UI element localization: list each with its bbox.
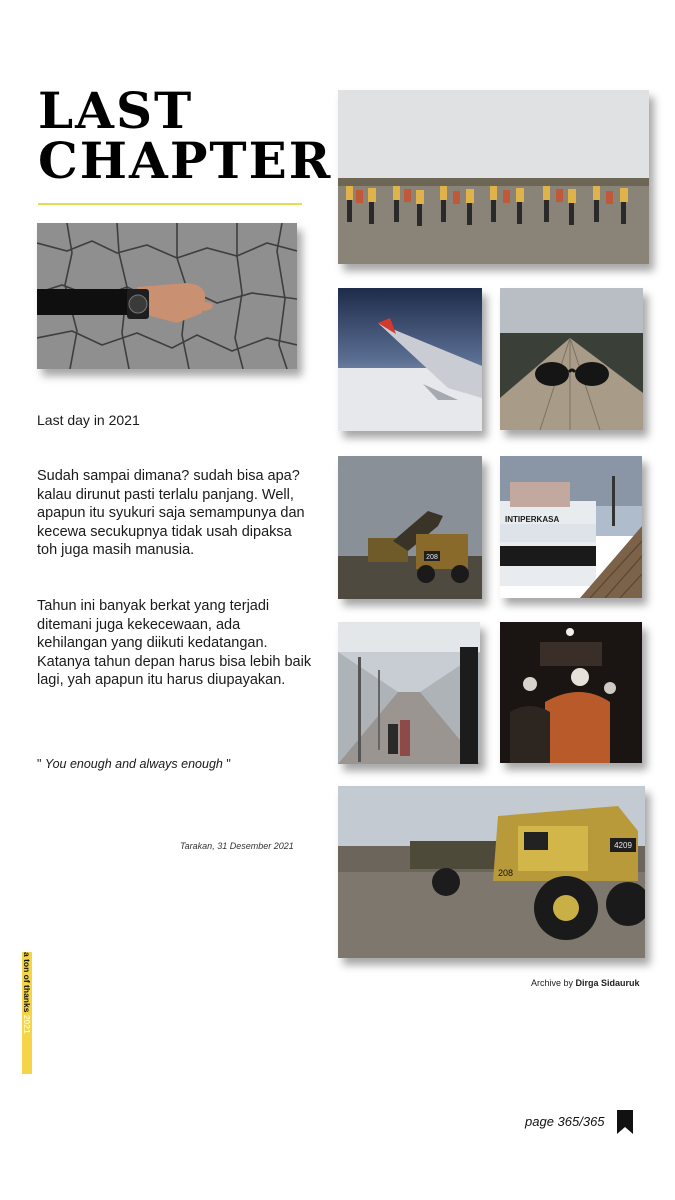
truck-number-label-3: 208 xyxy=(498,868,514,878)
truck-number-label-2: 4209 xyxy=(614,841,632,850)
photo-sunglasses-wood xyxy=(500,288,643,430)
title-underline xyxy=(38,203,302,205)
title-line-1: LAST xyxy=(38,81,194,140)
ship-name-label: INTIPERKASA xyxy=(505,515,560,524)
photo-airplane-wing xyxy=(338,288,482,431)
page-title xyxy=(38,81,333,190)
quote-text: You enough and always enough xyxy=(44,757,223,771)
photo-workers-group xyxy=(338,90,649,264)
bookmark-icon[interactable] xyxy=(616,1110,634,1134)
title-line-2: CHAPTER xyxy=(38,131,333,190)
archive-credit xyxy=(531,978,640,988)
subtitle-prefix: Last day in xyxy=(37,412,109,428)
photo-workers-bus xyxy=(500,622,642,763)
photo-covered-walkway xyxy=(338,622,480,764)
photo-haul-trucks xyxy=(338,786,645,958)
quote-open: " xyxy=(37,757,45,771)
side-tab-text xyxy=(22,952,32,1074)
page-number: page 365/365 xyxy=(525,1114,605,1129)
subtitle xyxy=(37,412,140,428)
place-date: Tarakan, 31 Desember 2021 xyxy=(180,841,294,851)
archive-name: Dirga Sidauruk xyxy=(575,978,640,988)
paragraph-1: Sudah sampai dimana? sudah bisa apa? kalau dirunut pasti terlalu panjang. Well, apapun itu syukuri saja semampunya dan kecewa secukupnya tidak usah dipaksa toh juga masih manusia. xyxy=(37,468,305,559)
side-tab-label: a ton of thanks xyxy=(22,952,32,1015)
paragraph-2: Tahun ini banyak berkat yang terjadi ditemani juga kekecewaan, ada kehilangan yang diikuti kedatangan. Katanya tahun depan harus bisa lebih baik lagi, yah apapun itu harus diupayakan. xyxy=(37,598,312,689)
truck-number-label: 208 xyxy=(426,554,438,561)
quote xyxy=(37,757,231,771)
side-tab-year: 2021 xyxy=(22,1014,32,1034)
photo-excavator-truck xyxy=(338,456,482,599)
quote-close: " xyxy=(222,757,231,771)
subtitle-year: 2021 xyxy=(108,412,140,428)
archive-prefix: Archive by xyxy=(531,978,576,988)
photo-boat-dock xyxy=(500,456,642,598)
photo-cracked-ground-watch xyxy=(37,223,297,369)
